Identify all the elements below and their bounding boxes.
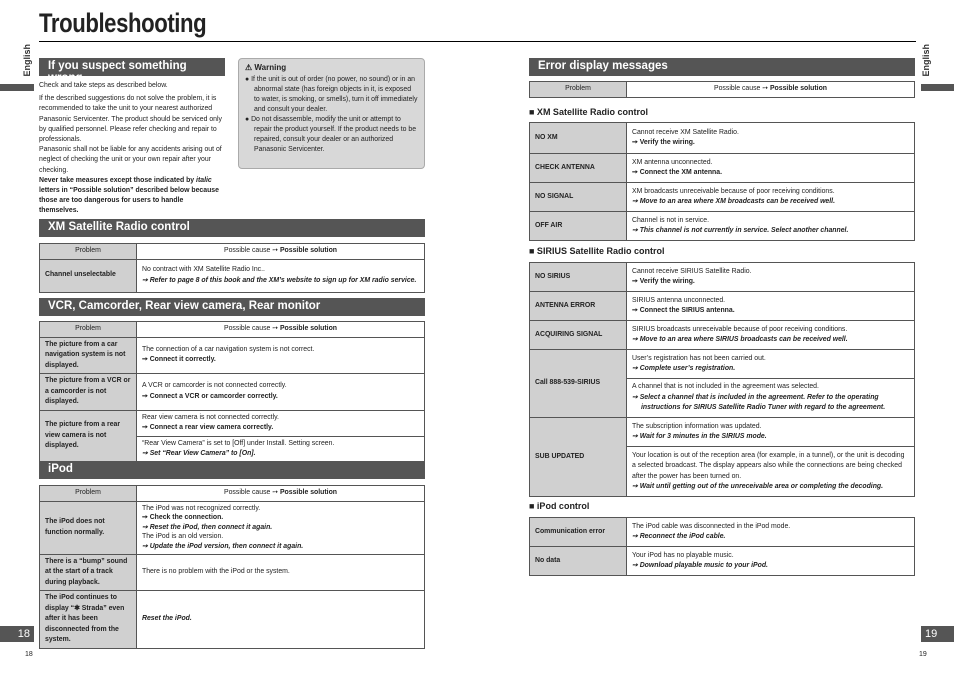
header-cause: Possible cause ➙ Possible solution [627, 82, 915, 98]
warning-title-text: Warning [254, 63, 287, 72]
error-ipod-table [529, 517, 915, 576]
warning-triangle-icon: ⚠ [245, 63, 253, 72]
page-title: Troubleshooting [39, 8, 207, 38]
problem-cell: The picture from a VCR or a camcorder is not displayed. [40, 374, 137, 411]
cause-cell: The connection of a car navigation system is not correct. ➙ Connect it correctly. [137, 337, 425, 374]
warning-item: ● If the unit is out of order (no power, no sound) or in an abnormal state (has foreign objects in it, is exposed to water, is smoking, or smells), turn it off immediately and consult your dealer. [245, 76, 418, 113]
header-cause: Possible cause ➙ Possible solution [137, 244, 425, 260]
ipod-table [39, 485, 425, 649]
right-tab-bar [921, 84, 954, 91]
cause-cell: Your location is out of the reception area (for example, in a tunnel), or the unit is decoding a selected broadcast. The display appears also while the connections are being checked after the power has been turned on. ➙ Wait until getting out of the unreceivable area or completing the decoding. [627, 447, 915, 497]
cause-cell: The iPod was not recognized correctly. ➙ Check the connection. ➙ Reset the iPod, then connect it again. The iPod is an old version. ➙ Update the iPod version, then connect it again. [137, 501, 425, 554]
intro-p2: If the described suggestions do not solve the problem, it is recommended to take the unit to your nearest authorized Panasonic Servicenter. The product should be serviced only by qualified personnel. Please refer checking and repair to professionals. [39, 95, 222, 144]
cause-cell: SIRIUS broadcasts unreceivable because of poor receiving conditions. ➙ Move to an area where SIRIUS broadcasts can be received well. [627, 321, 915, 350]
problem-cell: The picture from a rear view camera is not displayed. [40, 410, 137, 462]
problem-cell: The iPod does not function normally. [40, 501, 137, 554]
cause-cell: A channel that is not included in the agreement was selected. ➙ Select a channel that is included in the agreement. Refer to the operating instructions for SIRIUS Satellite Radio Tuner with regard to the agreement. [627, 379, 915, 418]
warning-title [245, 63, 418, 73]
warning-item-text: Do not disassemble, modify the unit or attempt to repair the product yourself. If the product needs to be repaired, consult your dealer or an authorized Panasonic Servicenter. [251, 116, 417, 153]
page-number-box-left: 18 [0, 626, 34, 642]
problem-cell: CHECK ANTENNA [530, 154, 627, 183]
warning-item-text: If the unit is out of order (no power, no sound) or in an abnormal state (has foreign objects in it, is exposed to water, is smoking, or smells), turn it off immediately and consult your dealer. [251, 76, 418, 113]
cause-cell: SIRIUS antenna unconnected. ➙ Connect the SIRIUS antenna. [627, 292, 915, 321]
problem-cell: OFF AIR [530, 212, 627, 241]
page-number-left: 18 [25, 651, 33, 658]
cause-cell: Rear view camera is not connected correctly. ➙ Connect a rear view camera correctly. [137, 410, 425, 436]
intro-p4-italic: italic [196, 176, 212, 184]
header-cause: Possible cause ➙ Possible solution [137, 322, 425, 338]
intro-p4 [39, 176, 224, 217]
subheading-xm: ■ XM Satellite Radio control [529, 107, 648, 117]
warning-item: ● Do not disassemble, modify the unit or attempt to repair the product yourself. If the product needs to be repaired, consult your dealer or an authorized Panasonic Servicenter. [245, 116, 417, 153]
problem-cell: SUB UPDATED [530, 418, 627, 497]
page-number-right: 19 [919, 651, 927, 658]
intro-p1: Check and take steps as described below. [39, 82, 168, 89]
intro-p3: Panasonic shall not be liable for any accidents arising out of neglect of checking the unit or your own repair after your checking. [39, 146, 222, 174]
error-xm-table [529, 122, 915, 241]
cause-cell: “Rear View Camera” is set to [Off] under Install. Setting screen. ➙ Set “Rear View Camera” to [On]. [137, 436, 425, 462]
intro-text [39, 81, 224, 217]
intro-p4-a: Never take measures except those indicated by [39, 176, 197, 184]
problem-cell: ACQUIRING SIGNAL [530, 321, 627, 350]
cause-cell: User’s registration has not been carried out. ➙ Complete user’s registration. [627, 350, 915, 379]
section-heading-vcr: VCR, Camcorder, Rear view camera, Rear monitor [39, 298, 425, 316]
problem-cell: ANTENNA ERROR [530, 292, 627, 321]
problem-cell: Channel unselectable [40, 259, 137, 292]
cause-cell: Channel is not in service. ➙ This channel is not currently in service. Select another channel. [627, 212, 915, 241]
cause-cell: XM antenna unconnected. ➙ Connect the XM antenna. [627, 154, 915, 183]
problem-cell: Call 888-539-SIRIUS [530, 350, 627, 418]
cause-cell: Reset the iPod. [137, 591, 425, 649]
title-rule [39, 41, 916, 42]
cause-cell: Cannot receive SIRIUS Satellite Radio. ➙ Verify the wiring. [627, 263, 915, 292]
language-tab-right: English [921, 44, 931, 77]
problem-cell: The picture from a car navigation system is not displayed. [40, 337, 137, 374]
section-heading-error: Error display messages [529, 58, 915, 76]
header-problem: Problem [530, 82, 627, 98]
problem-cell: NO SIRIUS [530, 263, 627, 292]
header-problem: Problem [40, 244, 137, 260]
problem-cell: NO SIGNAL [530, 183, 627, 212]
section-heading-xm-left: XM Satellite Radio control [39, 219, 425, 237]
problem-cell: Communication error [530, 518, 627, 547]
cause-cell: The subscription information was updated. ➙ Wait for 3 minutes in the SIRIUS mode. [627, 418, 915, 447]
left-tab-bar [0, 84, 34, 91]
language-tab-left: English [22, 44, 32, 77]
problem-cell: There is a “bump” sound at the start of a track during playback. [40, 554, 137, 591]
cause-cell: XM broadcasts unreceivable because of poor receiving conditions. ➙ Move to an area where XM broadcasts can be received well. [627, 183, 915, 212]
header-cause: Possible cause ➙ Possible solution [137, 486, 425, 502]
section-heading-suspect: If you suspect something wrong [39, 58, 225, 76]
subheading-sirius: ■ SIRIUS Satellite Radio control [529, 246, 665, 256]
error-header-table [529, 81, 915, 98]
problem-cell: NO XM [530, 123, 627, 154]
cause-cell: Your iPod has no playable music. ➙ Download playable music to your iPod. [627, 547, 915, 576]
section-heading-ipod: iPod [39, 461, 425, 479]
page-number-box-right: 19 [921, 626, 954, 642]
cause-cell: The iPod cable was disconnected in the iPod mode. ➙ Reconnect the iPod cable. [627, 518, 915, 547]
header-problem: Problem [40, 322, 137, 338]
problem-cell: No data [530, 547, 627, 576]
warning-box [238, 58, 425, 169]
cause-cell: No contract with XM Satellite Radio Inc.. ➙ Refer to page 8 of this book and the XM’s website to sign up for XM radio service. [137, 259, 425, 292]
header-problem: Problem [40, 486, 137, 502]
cause-cell: There is no problem with the iPod or the system. [137, 554, 425, 591]
cause-cell: A VCR or camcorder is not connected correctly. ➙ Connect a VCR or camcorder correctly. [137, 374, 425, 411]
subheading-ipod: ■ iPod control [529, 501, 590, 511]
problem-cell: The iPod continues to display “✱ Strada” even after it has been disconnected from the system. [40, 591, 137, 649]
cause-cell: Cannot receive XM Satellite Radio. ➙ Verify the wiring. [627, 123, 915, 154]
intro-p4-c: letters in “Possible solution” described below because those are too dangerous for users to handle themselves. [39, 187, 219, 215]
xm-left-table [39, 243, 425, 293]
vcr-table [39, 321, 425, 463]
error-sirius-table [529, 262, 915, 497]
